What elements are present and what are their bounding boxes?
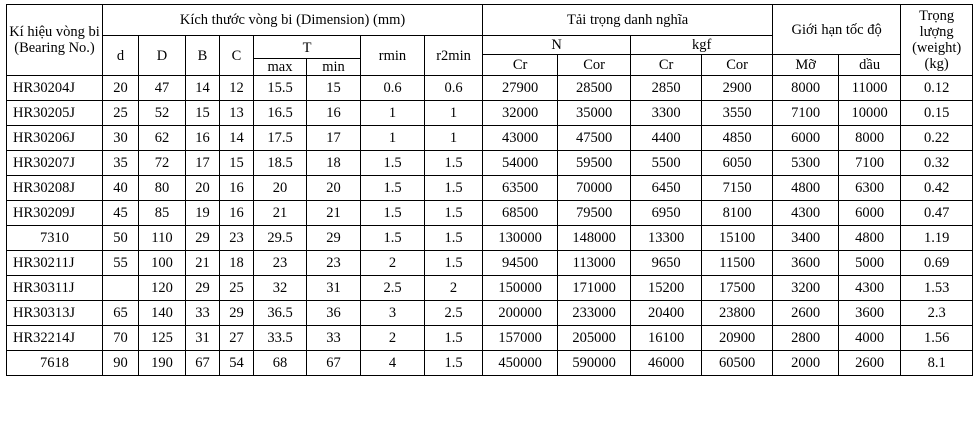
cell-B: 20 bbox=[186, 176, 220, 201]
cell-D: 72 bbox=[139, 151, 186, 176]
cell-r2min: 1.5 bbox=[425, 351, 483, 376]
cell-D: 100 bbox=[139, 251, 186, 276]
cell-B: 33 bbox=[186, 301, 220, 326]
cell-rmin: 3 bbox=[361, 301, 425, 326]
cell-cor_kgf: 23800 bbox=[702, 301, 773, 326]
cell-cor_kgf: 3550 bbox=[702, 101, 773, 126]
cell-cr_n: 157000 bbox=[483, 326, 558, 351]
cell-C: 18 bbox=[220, 251, 254, 276]
cell-cr_kgf: 6450 bbox=[631, 176, 702, 201]
cell-rmin: 1.5 bbox=[361, 151, 425, 176]
cell-weight: 1.19 bbox=[901, 226, 973, 251]
cell-grease: 4800 bbox=[773, 176, 839, 201]
cell-weight: 8.1 bbox=[901, 351, 973, 376]
col-header-rmin: rmin bbox=[361, 36, 425, 76]
cell-name: HR30208J bbox=[7, 176, 103, 201]
cell-grease: 2800 bbox=[773, 326, 839, 351]
cell-C: 16 bbox=[220, 201, 254, 226]
cell-name: HR30209J bbox=[7, 201, 103, 226]
col-header-T: T bbox=[254, 36, 361, 59]
cell-cor_n: 233000 bbox=[558, 301, 631, 326]
cell-weight: 0.69 bbox=[901, 251, 973, 276]
cell-C: 27 bbox=[220, 326, 254, 351]
cell-grease: 7100 bbox=[773, 101, 839, 126]
cell-C: 29 bbox=[220, 301, 254, 326]
cell-cr_n: 200000 bbox=[483, 301, 558, 326]
cell-cr_n: 27900 bbox=[483, 76, 558, 101]
cell-C: 12 bbox=[220, 76, 254, 101]
cell-cr_kgf: 3300 bbox=[631, 101, 702, 126]
cell-cor_n: 70000 bbox=[558, 176, 631, 201]
cell-cr_n: 32000 bbox=[483, 101, 558, 126]
cell-weight: 0.47 bbox=[901, 201, 973, 226]
cell-tmin: 15 bbox=[307, 76, 361, 101]
cell-d: 35 bbox=[103, 151, 139, 176]
cell-D: 85 bbox=[139, 201, 186, 226]
cell-cor_kgf: 8100 bbox=[702, 201, 773, 226]
cell-cor_n: 171000 bbox=[558, 276, 631, 301]
cell-rmin: 2 bbox=[361, 251, 425, 276]
col-header-bearing-no: Kí hiệu vòng bi (Bearing No.) bbox=[7, 5, 103, 76]
cell-B: 29 bbox=[186, 226, 220, 251]
cell-cr_kgf: 13300 bbox=[631, 226, 702, 251]
cell-grease: 5300 bbox=[773, 151, 839, 176]
col-header-d: d bbox=[103, 36, 139, 76]
cell-name: HR30211J bbox=[7, 251, 103, 276]
cell-oil: 6000 bbox=[839, 201, 901, 226]
cell-cor_kgf: 15100 bbox=[702, 226, 773, 251]
table-row bbox=[7, 301, 973, 326]
cell-D: 62 bbox=[139, 126, 186, 151]
cell-tmax: 29.5 bbox=[254, 226, 307, 251]
cell-cr_kgf: 5500 bbox=[631, 151, 702, 176]
cell-cr_n: 68500 bbox=[483, 201, 558, 226]
cell-D: 125 bbox=[139, 326, 186, 351]
cell-B: 31 bbox=[186, 326, 220, 351]
table-row bbox=[7, 351, 973, 376]
table-row bbox=[7, 276, 973, 301]
cell-tmin: 33 bbox=[307, 326, 361, 351]
cell-B: 16 bbox=[186, 126, 220, 151]
cell-name: HR30204J bbox=[7, 76, 103, 101]
col-header-load: Tải trọng danh nghĩa bbox=[483, 5, 773, 36]
cell-C: 13 bbox=[220, 101, 254, 126]
table-row bbox=[7, 126, 973, 151]
cell-cor_n: 47500 bbox=[558, 126, 631, 151]
cell-r2min: 1.5 bbox=[425, 226, 483, 251]
cell-r2min: 1.5 bbox=[425, 326, 483, 351]
col-header-unit-n: N bbox=[483, 36, 631, 55]
cell-tmin: 67 bbox=[307, 351, 361, 376]
cell-d: 30 bbox=[103, 126, 139, 151]
cell-rmin: 2 bbox=[361, 326, 425, 351]
cell-cor_kgf: 7150 bbox=[702, 176, 773, 201]
cell-C: 54 bbox=[220, 351, 254, 376]
cell-grease: 6000 bbox=[773, 126, 839, 151]
cell-rmin: 1 bbox=[361, 126, 425, 151]
cell-d: 40 bbox=[103, 176, 139, 201]
cell-tmax: 33.5 bbox=[254, 326, 307, 351]
cell-tmin: 29 bbox=[307, 226, 361, 251]
cell-r2min: 1.5 bbox=[425, 176, 483, 201]
col-header-oil: dầu bbox=[839, 55, 901, 76]
cell-name: HR30207J bbox=[7, 151, 103, 176]
cell-B: 19 bbox=[186, 201, 220, 226]
cell-rmin: 4 bbox=[361, 351, 425, 376]
cell-rmin: 1.5 bbox=[361, 176, 425, 201]
col-header-C: C bbox=[220, 36, 254, 76]
cell-cr_kgf: 9650 bbox=[631, 251, 702, 276]
cell-cr_n: 150000 bbox=[483, 276, 558, 301]
cell-d bbox=[103, 276, 139, 301]
cell-tmax: 17.5 bbox=[254, 126, 307, 151]
col-header-dimension: Kích thước vòng bi (Dimension) (mm) bbox=[103, 5, 483, 36]
cell-D: 140 bbox=[139, 301, 186, 326]
cell-D: 120 bbox=[139, 276, 186, 301]
cell-name: 7618 bbox=[7, 351, 103, 376]
cell-name: HR30313J bbox=[7, 301, 103, 326]
cell-r2min: 1.5 bbox=[425, 151, 483, 176]
cell-C: 16 bbox=[220, 176, 254, 201]
cell-tmin: 31 bbox=[307, 276, 361, 301]
cell-grease: 4300 bbox=[773, 201, 839, 226]
cell-oil: 8000 bbox=[839, 126, 901, 151]
cell-cr_kgf: 20400 bbox=[631, 301, 702, 326]
cell-cor_kgf: 6050 bbox=[702, 151, 773, 176]
cell-cor_n: 28500 bbox=[558, 76, 631, 101]
cell-cor_n: 79500 bbox=[558, 201, 631, 226]
table-row bbox=[7, 251, 973, 276]
cell-grease: 8000 bbox=[773, 76, 839, 101]
cell-cor_kgf: 60500 bbox=[702, 351, 773, 376]
cell-d: 65 bbox=[103, 301, 139, 326]
table-row bbox=[7, 151, 973, 176]
cell-grease: 3400 bbox=[773, 226, 839, 251]
cell-B: 14 bbox=[186, 76, 220, 101]
bearing-spec-table bbox=[6, 4, 973, 376]
cell-weight: 1.53 bbox=[901, 276, 973, 301]
cell-C: 15 bbox=[220, 151, 254, 176]
cell-tmax: 23 bbox=[254, 251, 307, 276]
table-row bbox=[7, 176, 973, 201]
cell-C: 14 bbox=[220, 126, 254, 151]
cell-name: HR32214J bbox=[7, 326, 103, 351]
cell-tmax: 36.5 bbox=[254, 301, 307, 326]
cell-tmin: 16 bbox=[307, 101, 361, 126]
table-row bbox=[7, 226, 973, 251]
cell-D: 80 bbox=[139, 176, 186, 201]
cell-grease: 2000 bbox=[773, 351, 839, 376]
cell-oil: 4300 bbox=[839, 276, 901, 301]
cell-tmin: 20 bbox=[307, 176, 361, 201]
cell-rmin: 2.5 bbox=[361, 276, 425, 301]
cell-cr_n: 130000 bbox=[483, 226, 558, 251]
cell-D: 190 bbox=[139, 351, 186, 376]
col-header-grease: Mỡ bbox=[773, 55, 839, 76]
cell-name: HR30206J bbox=[7, 126, 103, 151]
col-header-D: D bbox=[139, 36, 186, 76]
cell-r2min: 0.6 bbox=[425, 76, 483, 101]
col-header-B: B bbox=[186, 36, 220, 76]
cell-rmin: 1.5 bbox=[361, 201, 425, 226]
cell-r2min: 2.5 bbox=[425, 301, 483, 326]
cell-weight: 1.56 bbox=[901, 326, 973, 351]
cell-cor_n: 35000 bbox=[558, 101, 631, 126]
cell-tmax: 18.5 bbox=[254, 151, 307, 176]
cell-d: 50 bbox=[103, 226, 139, 251]
col-header-cor-kgf: Cor bbox=[702, 55, 773, 76]
cell-grease: 3600 bbox=[773, 251, 839, 276]
cell-oil: 10000 bbox=[839, 101, 901, 126]
cell-weight: 0.15 bbox=[901, 101, 973, 126]
cell-cr_n: 450000 bbox=[483, 351, 558, 376]
cell-D: 110 bbox=[139, 226, 186, 251]
cell-r2min: 1.5 bbox=[425, 251, 483, 276]
cell-cor_kgf: 11500 bbox=[702, 251, 773, 276]
cell-cr_kgf: 15200 bbox=[631, 276, 702, 301]
cell-tmin: 23 bbox=[307, 251, 361, 276]
cell-d: 55 bbox=[103, 251, 139, 276]
col-header-cor-n: Cor bbox=[558, 55, 631, 76]
col-header-speed-limit: Giới hạn tốc độ bbox=[773, 5, 901, 55]
cell-B: 67 bbox=[186, 351, 220, 376]
cell-C: 25 bbox=[220, 276, 254, 301]
cell-d: 25 bbox=[103, 101, 139, 126]
table-row bbox=[7, 76, 973, 101]
cell-cr_kgf: 4400 bbox=[631, 126, 702, 151]
cell-cr_n: 94500 bbox=[483, 251, 558, 276]
col-header-t-min: min bbox=[307, 59, 361, 76]
cell-cor_n: 59500 bbox=[558, 151, 631, 176]
cell-tmin: 36 bbox=[307, 301, 361, 326]
cell-weight: 0.42 bbox=[901, 176, 973, 201]
col-header-weight: Trọng lượng (weight) (kg) bbox=[901, 5, 973, 76]
cell-r2min: 1 bbox=[425, 126, 483, 151]
col-header-r2min: r2min bbox=[425, 36, 483, 76]
cell-cr_n: 63500 bbox=[483, 176, 558, 201]
cell-cor_kgf: 20900 bbox=[702, 326, 773, 351]
cell-cr_n: 43000 bbox=[483, 126, 558, 151]
cell-rmin: 1 bbox=[361, 101, 425, 126]
cell-cor_n: 205000 bbox=[558, 326, 631, 351]
cell-B: 21 bbox=[186, 251, 220, 276]
cell-cor_n: 113000 bbox=[558, 251, 631, 276]
cell-cr_n: 54000 bbox=[483, 151, 558, 176]
cell-cor_n: 590000 bbox=[558, 351, 631, 376]
cell-grease: 3200 bbox=[773, 276, 839, 301]
cell-rmin: 1.5 bbox=[361, 226, 425, 251]
cell-cor_kgf: 2900 bbox=[702, 76, 773, 101]
cell-D: 52 bbox=[139, 101, 186, 126]
cell-weight: 0.22 bbox=[901, 126, 973, 151]
cell-D: 47 bbox=[139, 76, 186, 101]
cell-oil: 3600 bbox=[839, 301, 901, 326]
cell-oil: 4800 bbox=[839, 226, 901, 251]
cell-d: 20 bbox=[103, 76, 139, 101]
cell-cor_kgf: 4850 bbox=[702, 126, 773, 151]
cell-tmax: 68 bbox=[254, 351, 307, 376]
cell-cor_n: 148000 bbox=[558, 226, 631, 251]
cell-d: 90 bbox=[103, 351, 139, 376]
cell-weight: 0.32 bbox=[901, 151, 973, 176]
cell-name: HR30205J bbox=[7, 101, 103, 126]
cell-tmax: 16.5 bbox=[254, 101, 307, 126]
cell-cr_kgf: 6950 bbox=[631, 201, 702, 226]
cell-r2min: 1.5 bbox=[425, 201, 483, 226]
table-row bbox=[7, 201, 973, 226]
cell-cor_kgf: 17500 bbox=[702, 276, 773, 301]
cell-B: 17 bbox=[186, 151, 220, 176]
cell-rmin: 0.6 bbox=[361, 76, 425, 101]
table-row bbox=[7, 101, 973, 126]
cell-oil: 5000 bbox=[839, 251, 901, 276]
col-header-cr-n: Cr bbox=[483, 55, 558, 76]
cell-oil: 6300 bbox=[839, 176, 901, 201]
cell-tmax: 21 bbox=[254, 201, 307, 226]
cell-name: HR30311J bbox=[7, 276, 103, 301]
col-header-cr-kgf: Cr bbox=[631, 55, 702, 76]
cell-cr_kgf: 46000 bbox=[631, 351, 702, 376]
cell-tmax: 20 bbox=[254, 176, 307, 201]
cell-tmin: 17 bbox=[307, 126, 361, 151]
cell-tmin: 18 bbox=[307, 151, 361, 176]
table-row bbox=[7, 326, 973, 351]
cell-r2min: 2 bbox=[425, 276, 483, 301]
cell-d: 70 bbox=[103, 326, 139, 351]
cell-weight: 0.12 bbox=[901, 76, 973, 101]
cell-grease: 2600 bbox=[773, 301, 839, 326]
cell-r2min: 1 bbox=[425, 101, 483, 126]
cell-weight: 2.3 bbox=[901, 301, 973, 326]
col-header-t-max: max bbox=[254, 59, 307, 76]
cell-oil: 2600 bbox=[839, 351, 901, 376]
cell-B: 29 bbox=[186, 276, 220, 301]
cell-d: 45 bbox=[103, 201, 139, 226]
cell-oil: 7100 bbox=[839, 151, 901, 176]
col-header-unit-kgf: kgf bbox=[631, 36, 773, 55]
cell-cr_kgf: 2850 bbox=[631, 76, 702, 101]
table-body bbox=[7, 76, 973, 376]
cell-C: 23 bbox=[220, 226, 254, 251]
cell-oil: 4000 bbox=[839, 326, 901, 351]
cell-tmax: 15.5 bbox=[254, 76, 307, 101]
cell-tmin: 21 bbox=[307, 201, 361, 226]
cell-name: 7310 bbox=[7, 226, 103, 251]
cell-oil: 11000 bbox=[839, 76, 901, 101]
cell-B: 15 bbox=[186, 101, 220, 126]
cell-tmax: 32 bbox=[254, 276, 307, 301]
cell-cr_kgf: 16100 bbox=[631, 326, 702, 351]
